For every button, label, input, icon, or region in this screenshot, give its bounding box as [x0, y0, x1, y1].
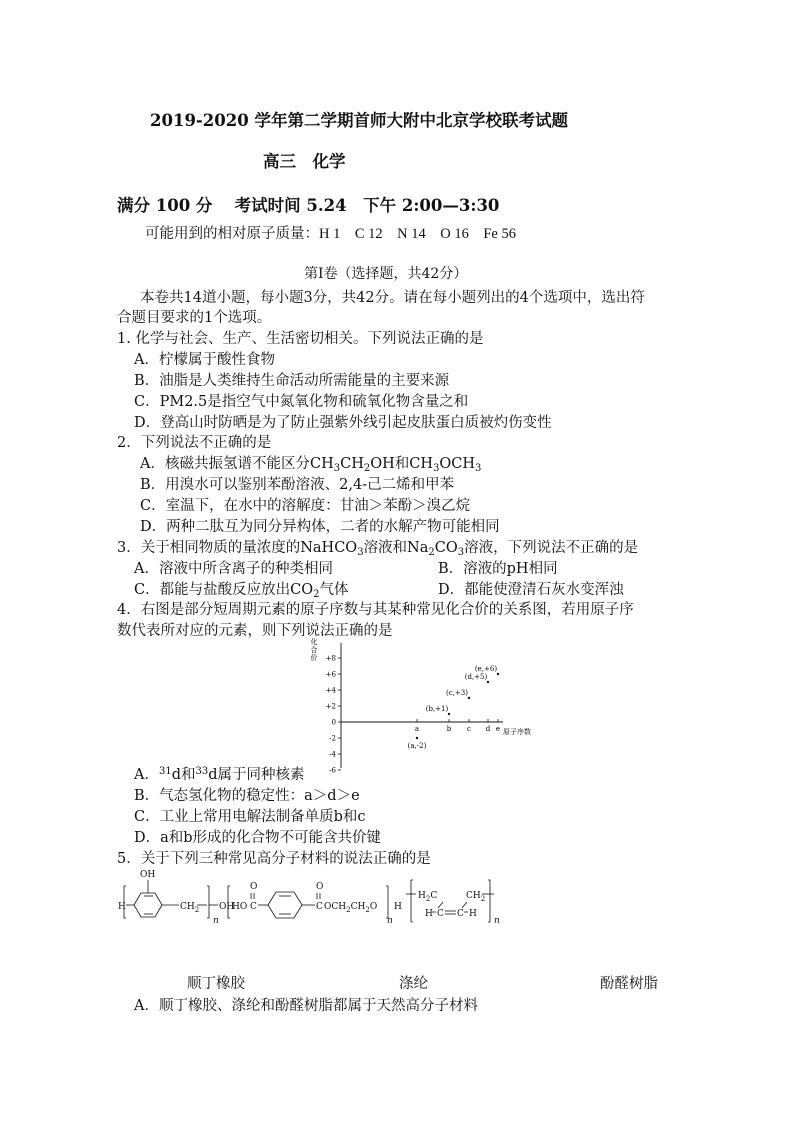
q1-option-d: D．登高山时防晒是为了防止强紫外线引起皮肤蛋白质被灼伤变性: [134, 415, 552, 431]
svg-text:H: H: [469, 909, 477, 919]
valence-chart: [300, 638, 560, 775]
phenol-formaldehyde-structure: [118, 870, 234, 926]
q1-stem: 1. 化学与社会、生产、生活密切相关。下列说法正确的是: [117, 331, 484, 347]
chart-point-label: (a,-2): [407, 742, 427, 750]
q1-option-a: A．柠檬属于酸性食物: [134, 352, 275, 368]
chart-point-label: (b,+1): [425, 705, 449, 713]
polyester-structure: [232, 882, 402, 926]
chart-xlabel: 原子序数: [503, 728, 531, 736]
q1-option-c: C．PM2.5是指空气中氮氧化物和硫氧化物含量之和: [134, 394, 469, 410]
section-intro-line2: 合题目要求的1个选项。: [117, 310, 272, 326]
chart-y-tick-label: +2: [325, 702, 336, 711]
q2-option-d: D．两种二肽互为同分异构体，二者的水解产物可能相同: [140, 519, 500, 535]
svg-text:OH: OH: [219, 902, 235, 912]
svg-text:n: n: [213, 916, 219, 926]
polymer-name-2: 涤纶: [399, 976, 428, 992]
chart-point-a: [416, 737, 418, 739]
q3-option-d: D．都能使澄清石灰水变浑浊: [438, 582, 624, 598]
svg-text:H2C: $H_2C$: [418, 891, 438, 903]
q2-option-c: C．室温下，在水中的溶解度：甘油＞苯酚＞溴乙烷: [140, 498, 471, 514]
polymer-name-3: 酚醛树脂: [600, 976, 658, 992]
q2-stem: 2．下列说法不正确的是: [117, 435, 272, 451]
q5-stem: 5．关于下列三种常见高分子材料的说法正确的是: [117, 851, 431, 867]
polymer-name-1: 顺丁橡胶: [187, 976, 245, 992]
q2-option-b: B．用溴水可以鉴别苯酚溶液、2,4-己二烯和甲苯: [140, 477, 455, 493]
q3-stem: 3．关于相同物质的量浓度的NaHCO$_3$溶液和$Na_2CO_3$溶液，下列说法不正确的是: [117, 540, 639, 558]
exam-info: 满分 100 分 考试时间 5.24 下午 2:00—3:30: [117, 196, 500, 215]
svg-text:n: n: [387, 916, 393, 926]
chart-y-tick-label: +4: [325, 686, 336, 695]
svg-text:H: H: [394, 902, 402, 912]
svg-text:C: C: [250, 902, 257, 912]
svg-text:C: C: [457, 909, 464, 919]
svg-text:OCH2CH2O: $OCH_2CH_2O$: [324, 902, 378, 914]
section-title: 第Ⅰ卷（选择题，共42分）: [304, 266, 468, 282]
svg-text:C: C: [437, 909, 444, 919]
q4-option-a: A．$^{31}$d和$^{33}$d属于同种核素: [134, 766, 305, 783]
q3-option-a: A．溶液中所含离子的种类相同: [134, 561, 333, 577]
chart-point-c: [468, 697, 470, 699]
chart-point-label: (e,+6): [474, 665, 498, 673]
polymer-structures: [110, 866, 510, 930]
svg-text:H: H: [425, 909, 433, 919]
chart-point-d: [487, 681, 489, 683]
q2-option-a: A．核磁共振氢谱不能区分$CH_3CH_2OH$和$CH_3OCH_3$: [140, 456, 482, 474]
chart-x-tick-label: d: [485, 725, 491, 733]
exam-title: 2019-2020 学年第二学期首师大附中北京学校联考试题: [150, 111, 568, 130]
chart-y-tick-label: -6: [329, 766, 336, 775]
chart-point-e: [497, 673, 499, 675]
section-intro-line1: 本卷共14道小题，每小题3分，共42分。请在每小题列出的4个选项中，选出符: [140, 290, 645, 306]
chart-y-tick-label: +8: [325, 654, 336, 663]
q5-option-a: A．顺丁橡胶、涤纶和酚醛树脂都属于天然高分子材料: [134, 998, 478, 1014]
q1-option-b: B．油脂是人类维持生命活动所需能量的主要来源: [134, 373, 450, 389]
chart-point-label: (c,+3): [446, 689, 468, 697]
chart-y-tick-label: -2: [329, 734, 336, 743]
svg-text:CH2: $CH_2$: [466, 891, 486, 903]
svg-text:HO: HO: [232, 902, 248, 912]
q3-option-c: C．都能与盐酸反应放出$CO_2$气体: [134, 582, 349, 600]
chart-point-label: (d,+5): [464, 673, 488, 681]
chart-x-tick-label: c: [467, 725, 471, 733]
chart-y-tick-label: -4: [329, 750, 336, 759]
q4-option-d: D．a和b形成的化合物不可能含共价键: [134, 830, 382, 846]
chart-ylabel: 化合价: [310, 638, 318, 662]
svg-text:C: C: [316, 902, 323, 912]
q4-option-c: C．工业上常用电解法制备单质b和c: [134, 809, 366, 825]
chart-point-b: [448, 713, 450, 715]
chart-x-tick-label: b: [446, 725, 452, 733]
svg-text:CH2: $CH_2$: [180, 902, 200, 914]
svg-text:OH: OH: [140, 870, 156, 880]
svg-text:O: O: [316, 882, 324, 892]
chart-y-tick-label: 0: [331, 718, 336, 727]
polybutadiene-structure: [418, 891, 500, 926]
chart-y-tick-label: +6: [325, 670, 336, 679]
q4-stem-line2: 数代表所对应的元素，则下列说法正确的是: [117, 623, 393, 639]
chart-x-tick-label: e: [495, 725, 501, 733]
svg-text:O: O: [250, 882, 258, 892]
q3-option-b: B．溶液的pH相同: [438, 561, 558, 577]
subject-title: 高三 化学: [263, 152, 346, 171]
q4-stem-line1: 4．右图是部分短周期元素的原子序数与其某种常见化合价的关系图，若用原子序: [117, 602, 634, 618]
svg-text:n: n: [494, 916, 500, 926]
svg-text:H: H: [118, 902, 126, 912]
chart-x-tick-label: a: [414, 725, 420, 733]
q4-option-b: B．气态氢化物的稳定性：a＞d＞e: [134, 788, 360, 804]
atomic-masses: 可能用到的相对原子质量：H 1 C 12 N 14 O 16 Fe 56: [145, 226, 516, 242]
